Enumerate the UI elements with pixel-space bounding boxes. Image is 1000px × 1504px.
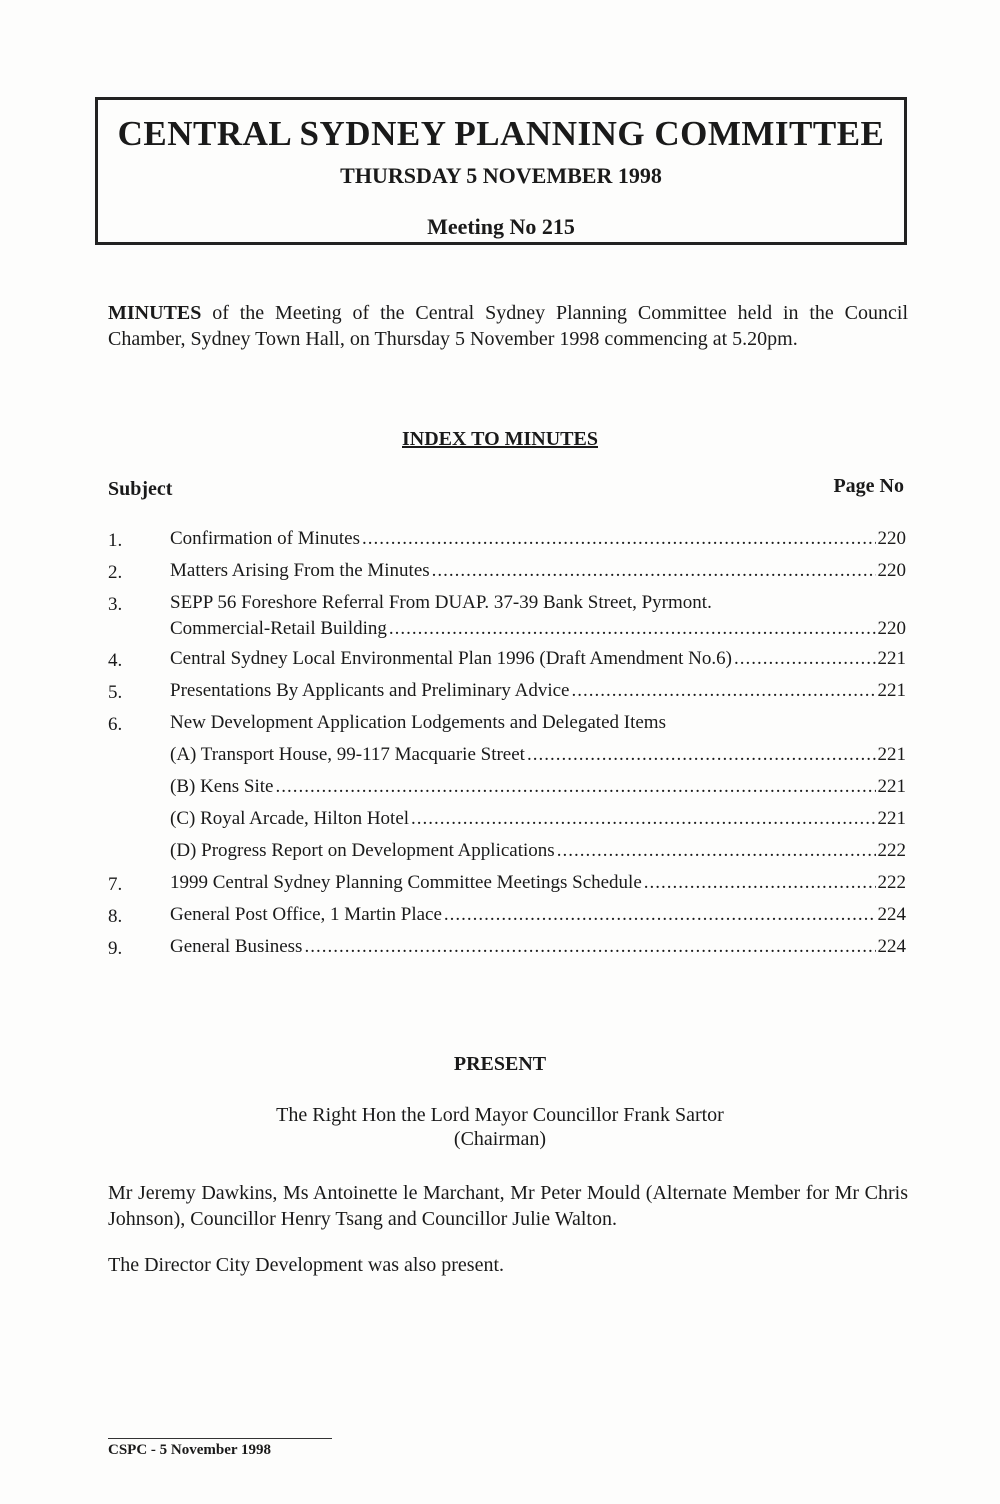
index-item-number: 8. xyxy=(108,906,123,927)
index-item xyxy=(108,872,906,904)
index-item-page: 220 xyxy=(877,560,906,581)
footer-text: CSPC - 5 November 1998 xyxy=(108,1442,272,1458)
intro-text: of the Meeting of the Central Sydney Planning Committee held in the Council Chamber, Sydney Town Hall, on Thursday 5 November 1998 commencing at 5.20pm. xyxy=(108,302,908,350)
index-item-text: Central Sydney Local Environmental Plan 1996 (Draft Amendment No.6) xyxy=(170,648,732,669)
dot-leader xyxy=(557,840,876,862)
index-item-number: 1. xyxy=(108,530,123,551)
dot-leader xyxy=(444,904,876,926)
meeting-date: THURSDAY 5 NOVEMBER 1998 xyxy=(340,163,662,188)
index-item-page: 221 xyxy=(877,808,906,829)
dot-leader xyxy=(571,680,875,702)
present-heading: PRESENT xyxy=(453,1053,547,1075)
index-item-text: Commercial-Retail Building xyxy=(170,618,387,639)
index-item-number: 7. xyxy=(108,874,123,895)
intro-lead: MINUTES xyxy=(108,302,202,324)
index-item-page: 220 xyxy=(877,528,906,549)
index-item-number: 5. xyxy=(108,682,123,703)
header-box xyxy=(95,97,907,245)
index-item-page: 222 xyxy=(877,872,906,893)
index-item-page: 221 xyxy=(877,648,906,669)
index-item-page: 224 xyxy=(877,936,906,957)
index-list xyxy=(108,528,906,968)
dot-leader xyxy=(734,648,876,670)
index-item-text: Matters Arising From the Minutes xyxy=(170,560,430,581)
index-item-number: 2. xyxy=(108,562,123,583)
index-item-text: (D) Progress Report on Development Applications xyxy=(170,840,555,861)
index-item-page: 220 xyxy=(877,618,906,639)
index-item xyxy=(108,680,906,712)
index-item-number: 3. xyxy=(108,594,123,615)
dot-leader xyxy=(527,744,876,766)
dot-leader xyxy=(389,618,876,640)
dot-leader xyxy=(411,808,875,830)
index-item-page: 224 xyxy=(877,904,906,925)
index-heading: INDEX TO MINUTES xyxy=(402,428,598,450)
index-subitem xyxy=(108,776,906,808)
index-item xyxy=(108,528,906,560)
index-item-first-line: SEPP 56 Foreshore Referral From DUAP. 37-39 Bank Street, Pyrmont. xyxy=(170,592,712,613)
index-item xyxy=(108,648,906,680)
footer-rule xyxy=(108,1438,332,1439)
index-item xyxy=(108,904,906,936)
index-item-number: 9. xyxy=(108,938,123,959)
committee-title: CENTRAL SYDNEY PLANNING COMMITTEE xyxy=(117,114,885,153)
index-item-text: 1999 Central Sydney Planning Committee Meetings Schedule xyxy=(170,872,642,893)
index-item-text: (C) Royal Arcade, Hilton Hotel xyxy=(170,808,410,829)
index-item-text: (B) Kens Site xyxy=(170,776,274,797)
chairman-role: (Chairman) xyxy=(453,1128,547,1150)
index-item-text: Presentations By Applicants and Preliminary Advice xyxy=(170,680,570,701)
dot-leader xyxy=(275,776,875,798)
index-item-number: 4. xyxy=(108,650,123,671)
index-item-text: General Post Office, 1 Martin Place xyxy=(170,904,442,925)
index-item-page: 221 xyxy=(877,744,906,765)
index-item-text: (A) Transport House, 99-117 Macquarie Street xyxy=(170,744,525,765)
chairman-name: The Right Hon the Lord Mayor Councillor Frank Sartor xyxy=(276,1104,724,1126)
index-subitem xyxy=(108,840,906,872)
index-item-page: 222 xyxy=(877,840,906,861)
index-subitem xyxy=(108,744,906,776)
index-item xyxy=(108,712,906,744)
index-item xyxy=(108,560,906,592)
page-column-label: Page No xyxy=(833,475,904,497)
index-item-text: General Business xyxy=(170,936,303,957)
subject-column-label: Subject xyxy=(108,478,173,500)
dot-leader xyxy=(644,872,876,894)
index-item-text: New Development Application Lodgements and Delegated Items xyxy=(170,712,666,733)
intro-paragraph xyxy=(108,300,908,352)
index-item-text: Confirmation of Minutes xyxy=(170,528,360,549)
members-present: Mr Jeremy Dawkins, Ms Antoinette le Marchant, Mr Peter Mould (Alternate Member for Mr Chris Johnson), Councillor Henry Tsang and Councillor Julie Walton. xyxy=(108,1182,908,1230)
index-item-page: 221 xyxy=(877,776,906,797)
index-item-number: 6. xyxy=(108,714,123,735)
dot-leader xyxy=(362,528,876,550)
dot-leader xyxy=(432,560,876,582)
index-subitem xyxy=(108,808,906,840)
dot-leader xyxy=(304,936,875,958)
index-item-page: 221 xyxy=(877,680,906,701)
index-item xyxy=(108,936,906,968)
meeting-number: Meeting No 215 xyxy=(427,214,575,239)
index-item xyxy=(108,592,906,648)
also-present: The Director City Development was also present. xyxy=(108,1254,504,1276)
